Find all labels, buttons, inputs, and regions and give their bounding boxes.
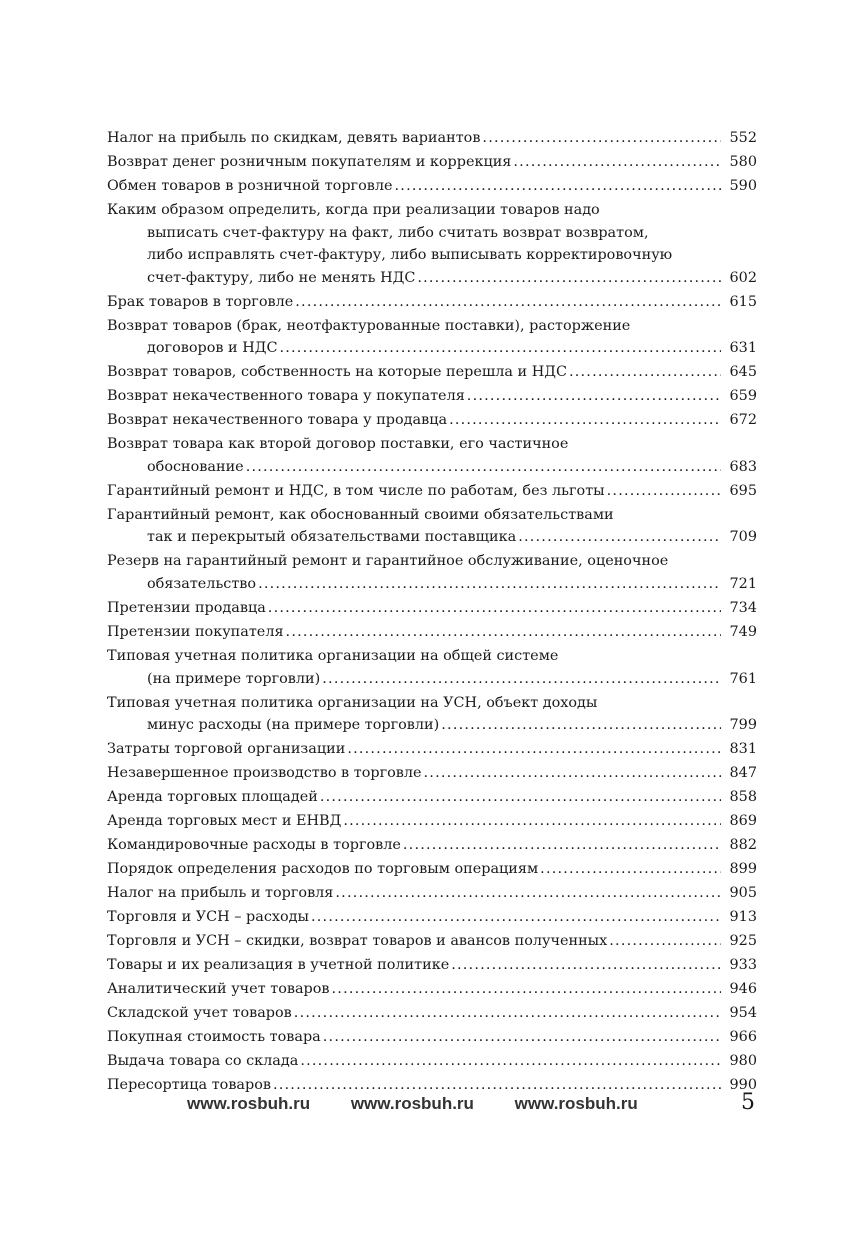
- toc-entry: [107, 762, 757, 785]
- toc-entry: [107, 858, 757, 881]
- toc-page-number: 946: [729, 980, 757, 997]
- toc-entry-title: Торговля и УСН – расходы: [107, 908, 309, 925]
- toc-page-number: 552: [729, 130, 757, 146]
- toc-entry: [107, 409, 757, 432]
- toc-entry: [107, 291, 757, 314]
- toc-entry-title: Резерв на гарантийный ремонт и гарантийное обслуживание, оценочное: [107, 553, 669, 570]
- dot-leader: [343, 810, 721, 833]
- toc-entry: [107, 1002, 757, 1025]
- toc-entry: [107, 692, 757, 737]
- toc-entry-title: обязательство: [147, 575, 257, 592]
- toc-entry-title: Типовая учетная политика организации на УСН, объект доходы: [107, 694, 598, 711]
- toc-entry-line: [107, 151, 757, 174]
- toc-entry-title: Претензии покупателя: [107, 623, 284, 640]
- dot-leader: [403, 834, 721, 857]
- toc-entry-title: Порядок определения расходов по торговым операциям: [107, 861, 539, 877]
- toc-page-number: 933: [729, 956, 757, 973]
- dot-leader: [513, 151, 721, 174]
- footer-url-3: www.rosbuh.ru: [514, 1094, 638, 1113]
- toc-entry-title: (на примере торговли): [147, 670, 321, 687]
- toc-entry: [107, 199, 757, 289]
- dot-leader: [246, 456, 721, 479]
- toc-entry-line: [107, 738, 757, 761]
- toc-entry-title: Налог на прибыль и торговля: [107, 884, 334, 901]
- toc-entry-title: Налог на прибыль по скидкам, девять вариантов: [107, 130, 481, 146]
- toc-entry-continuation-line: [107, 668, 757, 691]
- toc-entry-line: [107, 786, 757, 809]
- toc-page-number: 590: [729, 177, 757, 194]
- toc-entry-line: [107, 315, 757, 338]
- dot-leader: [335, 882, 721, 905]
- toc-entry-title: Гарантийный ремонт, как обоснованный своими обязательствами: [107, 506, 614, 523]
- toc-page-number: 659: [729, 388, 757, 405]
- toc-page-number: 631: [729, 340, 757, 357]
- dot-leader: [286, 621, 721, 644]
- toc-entry: [107, 151, 757, 174]
- toc-page-number: 990: [729, 1076, 757, 1093]
- toc-entry-line: [107, 954, 757, 977]
- toc-entry-continuation-line: [107, 337, 757, 360]
- toc-entry: [107, 621, 757, 644]
- toc-entry: [107, 361, 757, 384]
- toc-entry-line: [107, 645, 757, 668]
- toc-entry-title: выписать счет-фактуру на факт, либо считать возврат возвратом,: [147, 224, 649, 241]
- toc-page-number: 615: [729, 293, 757, 310]
- dot-leader: [395, 175, 721, 198]
- toc-entry: [107, 906, 757, 929]
- toc-page-number: 831: [729, 741, 757, 758]
- toc-page-number: 913: [729, 908, 757, 925]
- toc-entry: [107, 1050, 757, 1073]
- toc-entry-title: Командировочные расходы в торговле: [107, 837, 401, 854]
- toc-page-number: 721: [729, 575, 757, 592]
- toc-page-number: 683: [729, 458, 757, 475]
- toc-entry-title: Аренда торговых площадей: [107, 789, 318, 806]
- toc-page-number: 869: [729, 813, 757, 830]
- toc-entry-line: [107, 978, 757, 1001]
- dot-leader: [609, 930, 721, 953]
- toc-entry-line: [107, 127, 757, 150]
- dot-leader: [320, 786, 721, 809]
- toc-entry: [107, 127, 757, 150]
- toc-entry-continuation-line: [107, 714, 757, 737]
- toc-entry-title: так и перекрытый обязательствами поставщика: [147, 529, 517, 546]
- toc-page-number: 749: [729, 623, 757, 640]
- toc-page-number: 925: [729, 932, 757, 949]
- dot-leader: [424, 762, 721, 785]
- toc-page-number: 799: [729, 717, 757, 734]
- dot-leader: [347, 738, 721, 761]
- toc-entry-title: Пересортица товаров: [107, 1076, 271, 1093]
- toc-page-number: 734: [729, 599, 757, 616]
- toc-entry-title: Выдача товара со склада: [107, 1052, 299, 1069]
- dot-leader: [540, 858, 721, 881]
- toc-entry-line: [107, 1002, 757, 1025]
- toc-entry: [107, 315, 757, 360]
- toc-entry-title: Возврат некачественного товара у продавца: [107, 412, 448, 429]
- toc-entry: [107, 978, 757, 1001]
- toc-entry-line: [107, 385, 757, 408]
- toc-page-number: 858: [729, 789, 757, 806]
- toc-page-number: 580: [729, 153, 757, 170]
- toc-entry-title: Возврат товара как второй договор поставки, его частичное: [107, 436, 569, 453]
- toc-page-number: 905: [729, 884, 757, 901]
- toc-entry-line: [107, 930, 757, 953]
- toc-entry: [107, 738, 757, 761]
- toc-entry-line: [107, 858, 757, 881]
- toc-page-number: 966: [729, 1028, 757, 1045]
- toc-page-number: 672: [729, 412, 757, 429]
- toc-entry-line: [107, 550, 757, 573]
- dot-leader: [569, 361, 721, 384]
- dot-leader: [268, 597, 721, 620]
- toc-entry: [107, 834, 757, 857]
- toc-entry-title: Затраты торговой организации: [107, 741, 346, 758]
- dot-leader: [607, 480, 721, 503]
- toc-page-number: 899: [729, 861, 757, 877]
- page-number: 5: [741, 1090, 755, 1115]
- toc-page-number: 847: [729, 765, 757, 782]
- toc-entry-title: Претензии продавца: [107, 599, 266, 616]
- toc-entry: [107, 433, 757, 478]
- toc-entry: [107, 504, 757, 549]
- toc-entry: [107, 385, 757, 408]
- toc-entry-line: [107, 504, 757, 527]
- dot-leader: [451, 954, 721, 977]
- toc-entry: [107, 882, 757, 905]
- toc-entry-title: Возврат денег розничным покупателям и коррекция: [107, 153, 512, 170]
- toc-entry-title: Типовая учетная политика организации на общей системе: [107, 647, 559, 664]
- toc-entry-line: [107, 291, 757, 314]
- toc-entry: [107, 550, 757, 595]
- toc-entry: [107, 954, 757, 977]
- toc-entry-line: [107, 621, 757, 644]
- dot-leader: [300, 1050, 721, 1073]
- dot-leader: [295, 291, 721, 314]
- toc-entry-line: [107, 906, 757, 929]
- toc-page-number: 761: [729, 670, 757, 687]
- toc-entry-line: [107, 834, 757, 857]
- toc-entry-title: Аналитический учет товаров: [107, 980, 330, 997]
- toc-page-number: 954: [729, 1004, 757, 1021]
- toc-page-number: 882: [729, 837, 757, 854]
- toc-entry-continuation-line: [107, 222, 757, 245]
- toc-entry-title: либо исправлять счет-фактуру, либо выписывать корректировочную: [147, 247, 673, 264]
- toc-page-number: 645: [729, 364, 757, 381]
- footer-links: [187, 1094, 674, 1114]
- toc-entry-line: [107, 480, 757, 503]
- toc-entry: [107, 930, 757, 953]
- toc-entry-line: [107, 882, 757, 905]
- toc-entry-line: [107, 1026, 757, 1049]
- toc-entry-continuation-line: [107, 267, 757, 290]
- toc-entry-title: Торговля и УСН – скидки, возврат товаров и авансов полученных: [107, 932, 608, 949]
- toc-entry-line: [107, 597, 757, 620]
- dot-leader: [322, 668, 721, 691]
- toc-entry-title: обоснование: [147, 458, 244, 475]
- toc-entry-title: Товары и их реализация в учетной политике: [107, 956, 450, 973]
- dot-leader: [323, 1026, 721, 1049]
- toc-entry-continuation-line: [107, 244, 757, 267]
- toc-page-number: 980: [729, 1052, 757, 1069]
- dot-leader: [482, 127, 721, 150]
- toc-entry-continuation-line: [107, 526, 757, 549]
- dot-leader: [467, 385, 721, 408]
- toc-entry: [107, 1026, 757, 1049]
- footer-url-1: www.rosbuh.ru: [187, 1094, 311, 1113]
- dot-leader: [518, 526, 721, 549]
- toc-entry-line: [107, 175, 757, 198]
- dot-leader: [279, 337, 721, 360]
- dot-leader: [332, 978, 721, 1001]
- toc-entry-continuation-line: [107, 456, 757, 479]
- toc-entry-line: [107, 1050, 757, 1073]
- toc-entry-title: счет-фактуру, либо не менять НДС: [147, 269, 416, 286]
- toc-entry-title: Каким образом определить, когда при реализации товаров надо: [107, 201, 600, 218]
- dot-leader: [294, 1002, 721, 1025]
- toc-entry-title: Гарантийный ремонт и НДС, в том числе по работам, без льготы: [107, 482, 605, 499]
- toc-entry-line: [107, 409, 757, 432]
- toc-entry: [107, 480, 757, 503]
- toc-entry-title: Брак товаров в торговле: [107, 293, 294, 310]
- dot-leader: [417, 267, 721, 290]
- dot-leader: [258, 573, 721, 596]
- toc-page-number: 695: [729, 482, 757, 499]
- toc-entry-line: [107, 762, 757, 785]
- dot-leader: [311, 906, 721, 929]
- toc-entry-title: договоров и НДС: [147, 340, 278, 357]
- toc-entry-line: [107, 692, 757, 715]
- toc-entry-continuation-line: [107, 573, 757, 596]
- toc-entry-title: Покупная стоимость товара: [107, 1028, 321, 1045]
- toc-entry-line: [107, 199, 757, 222]
- toc-entry-line: [107, 361, 757, 384]
- toc-entry: [107, 175, 757, 198]
- toc-entry: [107, 786, 757, 809]
- toc-entry-line: [107, 810, 757, 833]
- toc-entry-title: Складской учет товаров: [107, 1004, 292, 1021]
- toc-entry-title: Возврат товаров, собственность на которые перешла и НДС: [107, 364, 567, 381]
- toc-entry: [107, 645, 757, 690]
- dot-leader: [449, 409, 721, 432]
- toc-entry-title: Возврат некачественного товара у покупателя: [107, 388, 465, 405]
- table-of-contents: [107, 127, 757, 1098]
- toc-entry-title: Обмен товаров в розничной торговле: [107, 177, 393, 194]
- toc-entry: [107, 597, 757, 620]
- toc-entry-title: Возврат товаров (брак, неотфактурованные поставки), расторжение: [107, 317, 631, 334]
- toc-entry-title: минус расходы (на примере торговли): [147, 717, 440, 734]
- toc-page-number: 709: [729, 529, 757, 546]
- toc-entry-title: Аренда торговых мест и ЕНВД: [107, 813, 342, 830]
- toc-page-number: 602: [729, 269, 757, 286]
- footer-url-2: www.rosbuh.ru: [350, 1094, 474, 1113]
- toc-entry-title: Незавершенное производство в торговле: [107, 765, 422, 782]
- toc-entry-line: [107, 433, 757, 456]
- toc-entry: [107, 810, 757, 833]
- dot-leader: [441, 714, 721, 737]
